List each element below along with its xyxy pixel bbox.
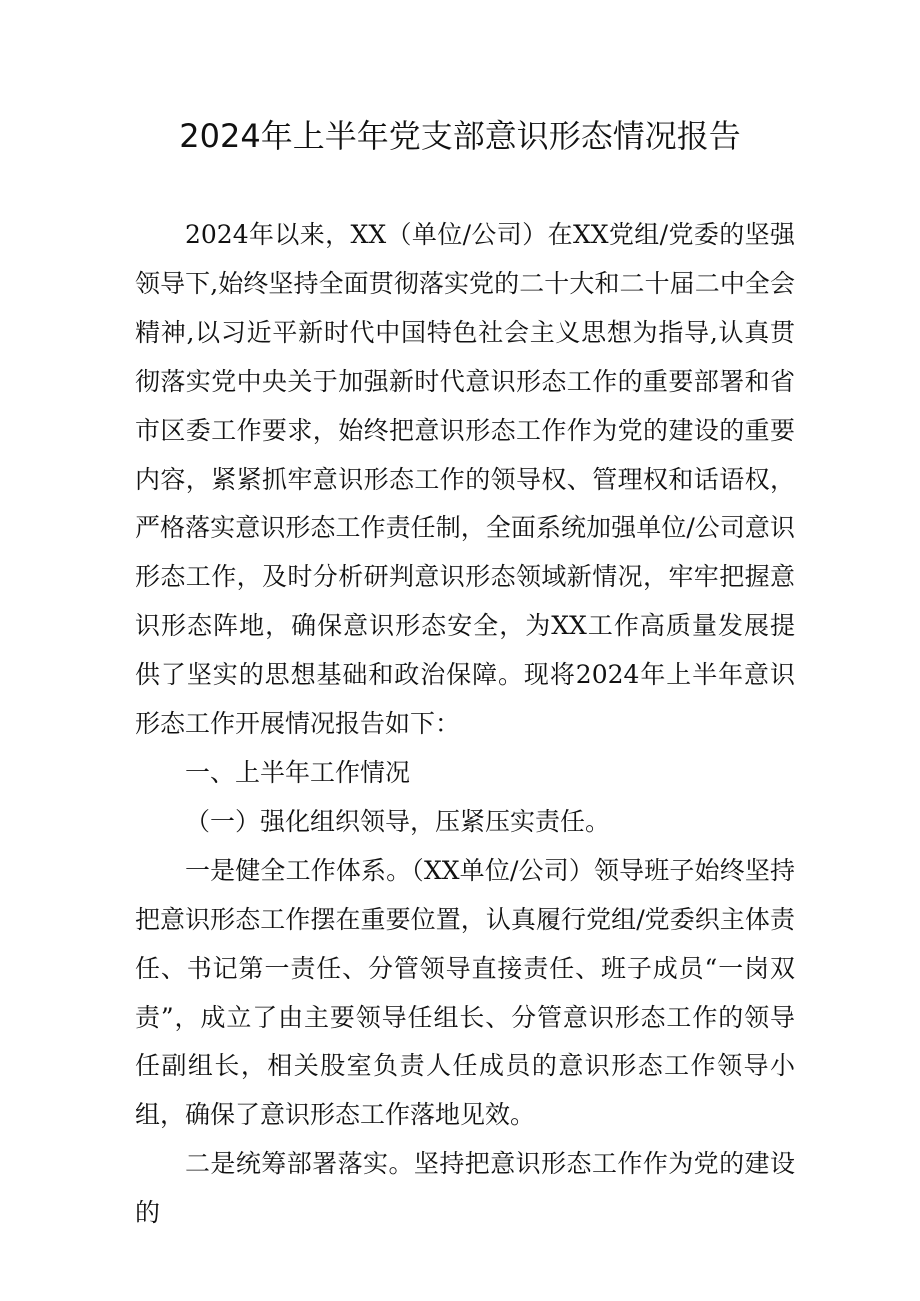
document-title: 2024年上半年党支部意识形态情况报告 <box>179 117 741 155</box>
section-heading-1: 一、上半年工作情况 <box>185 757 411 787</box>
document-body <box>135 211 795 1238</box>
paragraph-work-system: 一是健全工作体系。（XX单位/公司）领导班子始终坚持把意识形态工作摆在重要位置，认真履行党组/党委织主体责任、书记第一责任、分管领导直接责任、班子成员“一岗双责”，成立了由主要领导任组长、分管意识形态工作的领导任副组长，相关股室负责人任成员的意识形态工作领导小组，确保了意识形态工作落地见效。 <box>135 855 795 1130</box>
intro-paragraph: 2024年以来，XX（单位/公司）在XX党组/党委的坚强领导下,始终坚持全面贯彻落实党的二十大和二十届二中全会精神,以习近平新时代中国特色社会主义思想为指导,认真贯彻落实党中央关于加强新时代意识形态工作的重要部署和省市区委工作要求，始终把意识形态工作作为党的建设的重要内容，紧紧抓牢意识形态工作的领导权、管理权和话语权，严格落实意识形态工作责任制，全面系统加强单位/公司意识形态工作，及时分析研判意识形态领域新情况，牢牢把握意识形态阵地，确保意识形态安全，为XX工作高质量发展提供了坚实的思想基础和政治保障。现将2024年上半年意识形态工作开展情况报告如下： <box>135 220 795 739</box>
paragraph-deployment: 二是统筹部署落实。坚持把意识形态工作作为党的建设的 <box>135 1149 795 1228</box>
subsection-heading-1: （一）强化组织领导，压紧压实责任。 <box>185 806 611 836</box>
